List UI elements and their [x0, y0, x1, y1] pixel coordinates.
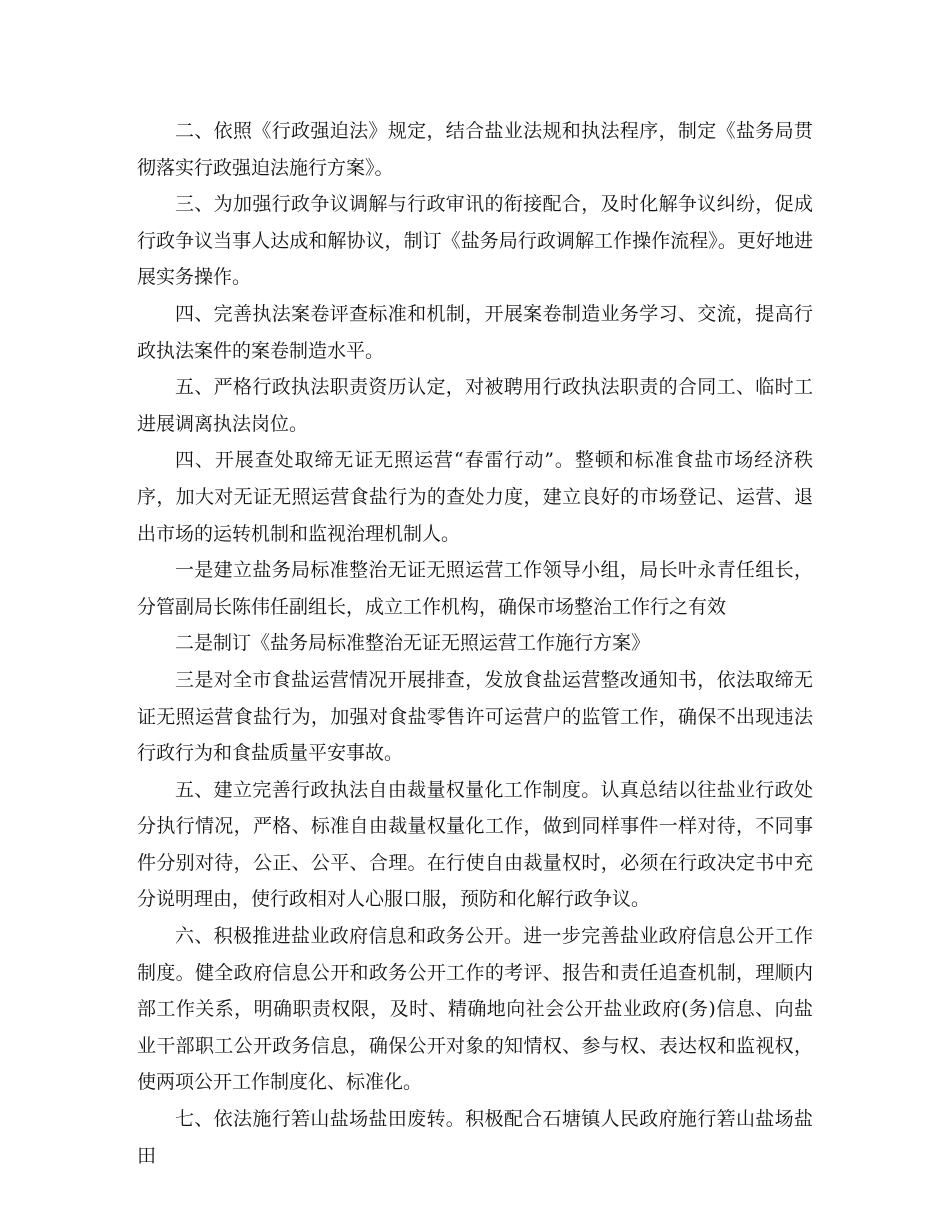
paragraph-discretion-quantification: 五、建立完善行政执法自由裁量权量化工作制度。认真总结以往盐业行政处分执行情况，严格、标准自由裁量权量化工作，做到同样事件一样对待，不同事件分别对待，公正、公平、合理。在行使自由裁量权时，必须在行政决定书中充分说明理由，使行政相对人心服口服，预防和化解行政争议。	[137, 778, 813, 911]
paragraph-salt-field-conversion: 七、依法施行箬山盐场盐田废转。积极配合石塘镇人民政府施行箬山盐场盐田	[137, 1108, 813, 1167]
paragraph-spring-thunder-action: 四、开展查处取缔无证无照运营“春雷行动”。整顿和标准食盐市场经济秩序，加大对无证无照运营食盐行为的查处力度，建立良好的市场登记、运营、退出市场的运转机制和监视治理机制人。	[137, 449, 813, 545]
paragraph-market-inspection: 三是对全市食盐运营情况开展排查，发放食盐运营整改通知书，依法取缔无证无照运营食盐行为，加强对食盐零售许可运营户的监管工作，确保不出现违法行政行为和食盐质量平安事故。	[137, 668, 813, 765]
paragraph-mediation-process: 三、为加强行政争议调解与行政审讯的衔接配合，及时化解争议纠纷，促成行政争议当事人达成和解协议，制订《盐务局行政调解工作操作流程》。更好地进展实务操作。	[137, 193, 813, 289]
paragraph-implementation-plan: 二是制订《盐务局标准整治无证无照运营工作施行方案》	[175, 632, 651, 655]
paragraph-enforcement-qualification: 五、严格行政执法职责资历认定，对被聘用行政执法职责的合同工、临时工进展调离执法岗位。	[137, 376, 813, 435]
paragraph-information-disclosure: 六、积极推进盐业政府信息和政务公开。进一步完善盐业政府信息公开工作制度。健全政府信息公开和政务公开工作的考评、报告和责任追查机制，理顺内部工作关系，明确职责权限，及时、精确地向社会公开盐业政府(务)信息、向盐业干部职工公开政务信息，确保公开对象的知情权、参与权、表达权和监视权，使两项公开工作制度化、标准化。	[137, 925, 813, 1094]
paragraph-leading-group: 一是建立盐务局标准整治无证无照运营工作领导小组，局长叶永青任组长，分管副局长陈伟任副组长，成立工作机构，确保市场整治工作行之有效	[137, 559, 813, 618]
paragraph-case-file-review: 四、完善执法案卷评查标准和机制，开展案卷制造业务学习、交流，提高行政执法案件的案卷制造水平。	[137, 302, 813, 362]
document-body	[137, 113, 813, 1174]
paragraph-coercion-plan: 二、依照《行政强迫法》规定，结合盐业法规和执法程序，制定《盐务局贯彻落实行政强迫法施行方案》。	[137, 120, 813, 179]
